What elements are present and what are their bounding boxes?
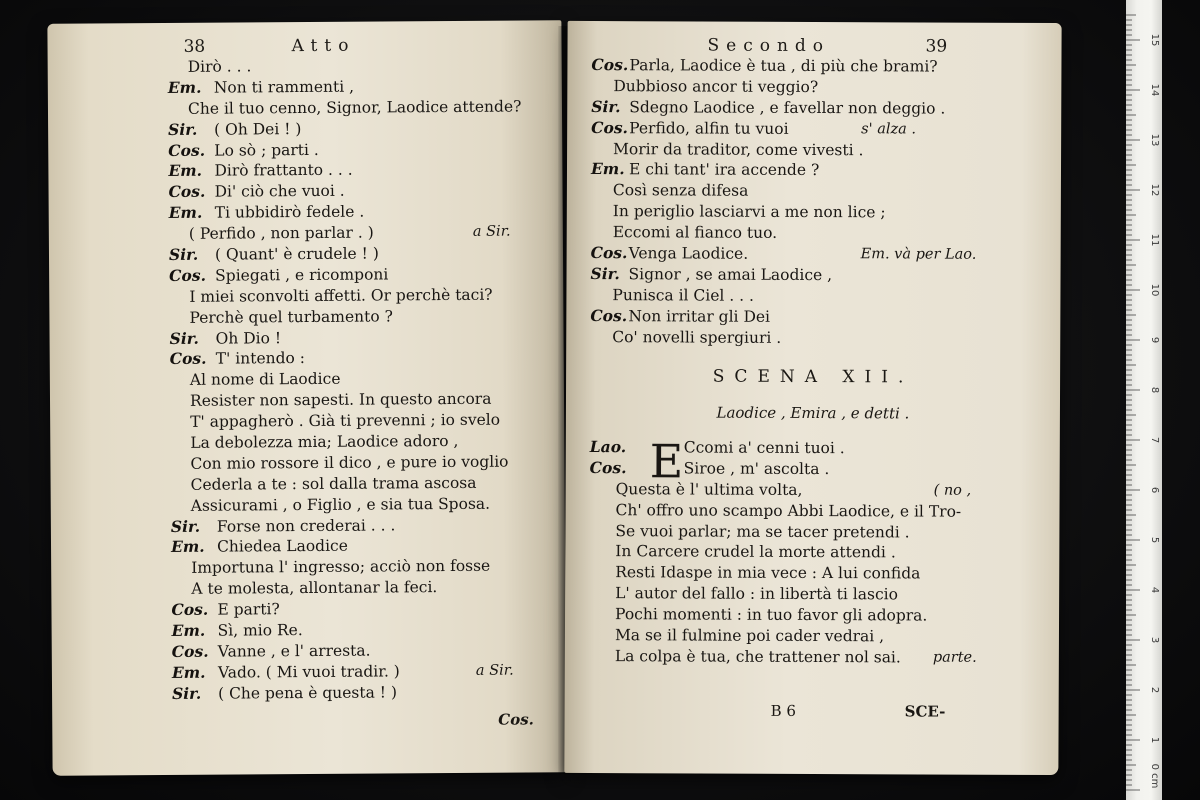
stage-direction: Em. và per Lao. (860, 246, 977, 263)
line-text: Punisca il Ciel . . . (612, 285, 755, 305)
line-text: T' appagherò . Già ti prevenni ; io svelo (190, 410, 501, 431)
text-line (565, 500, 1059, 523)
ruler-number: 4 (1149, 586, 1160, 594)
speaker-label: Cos. (590, 243, 628, 263)
text-line (566, 264, 1060, 287)
line-text: Se vuoi parlar; ma se tacer pretendi . (615, 521, 910, 541)
speaker-label: Lao. (589, 437, 627, 457)
right-running-title: Secondo (707, 35, 831, 57)
speaker-label: Em. (170, 537, 205, 557)
line-text: L' autor del fallo : in libertà ti lascio (615, 584, 898, 604)
stage-direction: ( no , (933, 482, 972, 499)
speaker-label: Sir. (590, 263, 620, 284)
ruler-number: 5 (1149, 536, 1160, 544)
ruler-unit-label: 0 cm (1149, 763, 1160, 789)
line-text: In Carcere crudel la morte attendi . (615, 542, 896, 562)
line-text: Sì, mio Re. (217, 621, 303, 640)
left-page-number: 38 (183, 36, 206, 57)
line-text: ( Oh Dei ! ) (214, 119, 302, 139)
line-text: Dirò frattanto . . . (214, 161, 353, 181)
text-line (565, 583, 1059, 606)
speaker-label: Cos. (591, 117, 629, 137)
text-line (565, 604, 1059, 627)
scene-characters: Laodice , Emira , e detti . (716, 403, 910, 423)
line-text: ( Che pena è questa ! ) (217, 683, 398, 703)
line-text: Non ti rammenti , (213, 77, 355, 97)
line-text: I miei sconvolti affetti. Or perchè taci? (189, 285, 493, 306)
signature-mark: B 6 (770, 701, 797, 720)
line-text: Siroe , m' ascolta . (683, 459, 830, 478)
text-line (565, 625, 1059, 648)
text-line (52, 681, 566, 705)
speaker-label: Cos. (168, 182, 206, 202)
line-text: Di' ciò che vuoi . (214, 182, 345, 201)
line-text: Ti ubbidirò fedele . (214, 202, 365, 222)
line-text: ( Quant' è crudele ! ) (214, 244, 379, 264)
line-text: Morir da traditor, come vivesti . (613, 139, 864, 159)
text-line (566, 437, 1060, 460)
line-text: Eccomi al fianco tuo. (612, 223, 778, 242)
text-line (567, 138, 1061, 161)
text-line (565, 541, 1059, 564)
ruler-number: 6 (1149, 486, 1160, 494)
text-line (565, 562, 1059, 585)
right-page-number: 39 (925, 36, 948, 57)
line-text: Ch' offro uno scampo Abbi Laodice, e il Tro- (615, 500, 962, 521)
right-text-block-top (566, 55, 1061, 350)
line-text: Dubbioso ancor ti veggio? (613, 77, 819, 96)
line-text: E chi tant' ira accende ? (628, 160, 820, 180)
speaker-label: Sir. (169, 328, 199, 348)
line-text: Cederla a te : sol dalla trama ascosa (190, 473, 477, 494)
stage-direction: a Sir. (475, 662, 514, 679)
text-line (566, 285, 1060, 308)
speaker-label: Cos. (171, 641, 209, 661)
text-line (567, 97, 1061, 120)
line-text: Spiegati , e ricomponi (215, 265, 389, 285)
line-text: La debolezza mia; Laodice adoro , (190, 431, 459, 452)
stage-direction: s' alza . (861, 120, 917, 138)
speaker-label: Cos. (171, 599, 209, 620)
speaker-label: Sir. (170, 516, 201, 536)
line-text: ( Perfido , non parlar . ) (188, 223, 374, 243)
line-text: In periglio lasciarvi a me non lice ; (612, 202, 886, 222)
left-catchword: Cos. (498, 710, 534, 729)
text-line (567, 222, 1061, 245)
speaker-label: Sir. (168, 119, 198, 139)
speaker-label: Em. (171, 662, 206, 682)
text-line (567, 201, 1061, 224)
line-text: Perfido, alfin tu vuoi (629, 118, 789, 138)
ruler-number: 1 (1149, 736, 1160, 744)
line-text: Lo sò ; parti . (214, 140, 319, 160)
line-text: Perchè quel turbamento ? (189, 307, 393, 327)
line-text: Al nome di Laodice (189, 370, 341, 390)
right-text-block-bottom (565, 434, 1060, 669)
line-text: Assicurami , o Figlio , e sia tua Sposa. (190, 494, 491, 515)
line-text: Chiedea Laodice (216, 537, 348, 557)
line-text: Co' novelli spergiuri . (612, 327, 782, 347)
scene-heading: SCENA XII. (712, 366, 914, 388)
text-line (566, 306, 1060, 329)
line-text: Pochi momenti : in tuo favor gli adopra. (615, 605, 928, 625)
text-line (565, 520, 1059, 543)
speaker-label: Em. (171, 620, 206, 640)
text-line (567, 159, 1061, 182)
speaker-label: Em. (590, 159, 625, 179)
ruler-number: 9 (1149, 336, 1160, 344)
text-line (567, 76, 1061, 99)
stage-direction: a Sir. (472, 223, 511, 240)
line-text: Vado. ( Mi vuoi tradir. ) (217, 662, 400, 682)
line-text: T' intendo : (215, 349, 306, 369)
ruler-number: 15 (1149, 33, 1160, 47)
ruler-number: 10 (1149, 283, 1160, 297)
right-catchword: SCE- (904, 702, 946, 721)
open-book (40, 22, 1070, 782)
left-running-title: Atto (291, 35, 356, 57)
line-text: Ccomi a' cenni tuoi . (683, 438, 845, 458)
line-text: Questa è l' ultima volta, (615, 479, 803, 499)
text-line (567, 118, 1061, 141)
line-text: Parla, Laodice è tua , di più che brami? (629, 56, 938, 76)
left-page (47, 20, 566, 776)
speaker-label: Cos. (589, 457, 627, 478)
text-line (567, 55, 1061, 78)
speaker-label: Sir. (168, 244, 199, 264)
speaker-label: Em. (168, 161, 203, 181)
line-text: Resti Idaspe in mia vece : A lui confida (615, 563, 921, 583)
ruler-number: 3 (1149, 636, 1160, 644)
speaker-label: Cos. (169, 265, 207, 285)
line-text: Vanne , e l' arresta. (217, 641, 371, 661)
ruler-number: 13 (1149, 133, 1160, 147)
line-text: Oh Dio ! (215, 328, 282, 348)
speaker-label: Cos. (591, 55, 629, 75)
text-line (567, 180, 1061, 203)
speaker-label: Sir. (591, 96, 621, 116)
ruler-number: 11 (1149, 233, 1160, 247)
speaker-label: Em. (167, 77, 202, 97)
speaker-label: Cos. (169, 349, 207, 369)
speaker-label: Sir. (171, 683, 202, 703)
line-text: A te molesta, allontanar la feci. (191, 578, 438, 599)
line-text: Importuna l' ingresso; acciò non fosse (191, 557, 491, 578)
drop-cap: E (649, 434, 684, 489)
ruler-number: 14 (1149, 83, 1160, 97)
speaker-label: Cos. (590, 305, 628, 325)
text-line (566, 458, 1060, 481)
line-text: Forse non crederai . . . (216, 515, 396, 536)
line-text: La colpa è tua, che trattener nol sai. (614, 647, 901, 667)
line-text: Così senza difesa (612, 181, 749, 201)
line-text: Resister non sapesti. In questo ancora (189, 389, 492, 411)
line-text: Sdegno Laodice , e favellar non deggio . (629, 97, 946, 118)
line-text: Con mio rossore il dico , e pure io voglio (190, 452, 509, 473)
right-page (564, 21, 1061, 775)
ruler-number: 8 (1149, 386, 1160, 394)
text-line (566, 479, 1060, 502)
ruler-number: 12 (1149, 183, 1160, 197)
line-text: Venga Laodice. (628, 244, 749, 263)
stage-direction: parte. (932, 649, 977, 666)
line-text: Non irritar gli Dei (628, 306, 771, 326)
speaker-label: Em. (168, 202, 203, 223)
measuring-ruler (1126, 0, 1162, 800)
speaker-label: Cos. (168, 140, 206, 160)
left-text-block (48, 54, 567, 705)
ruler-number: 2 (1149, 686, 1160, 694)
text-line (565, 646, 1059, 669)
ruler-number: 7 (1149, 436, 1160, 444)
line-text: Signor , se amai Laodice , (628, 265, 833, 284)
text-line (566, 327, 1060, 350)
text-line (567, 243, 1061, 266)
line-text: Ma se il fulmine poi cader vedrai , (614, 626, 885, 646)
line-text: Dirò . . . (187, 57, 252, 76)
line-text: Che il tuo cenno, Signor, Laodice attende? (187, 97, 522, 118)
ruler-scale (1126, 0, 1162, 800)
line-text: E parti? (217, 600, 280, 619)
